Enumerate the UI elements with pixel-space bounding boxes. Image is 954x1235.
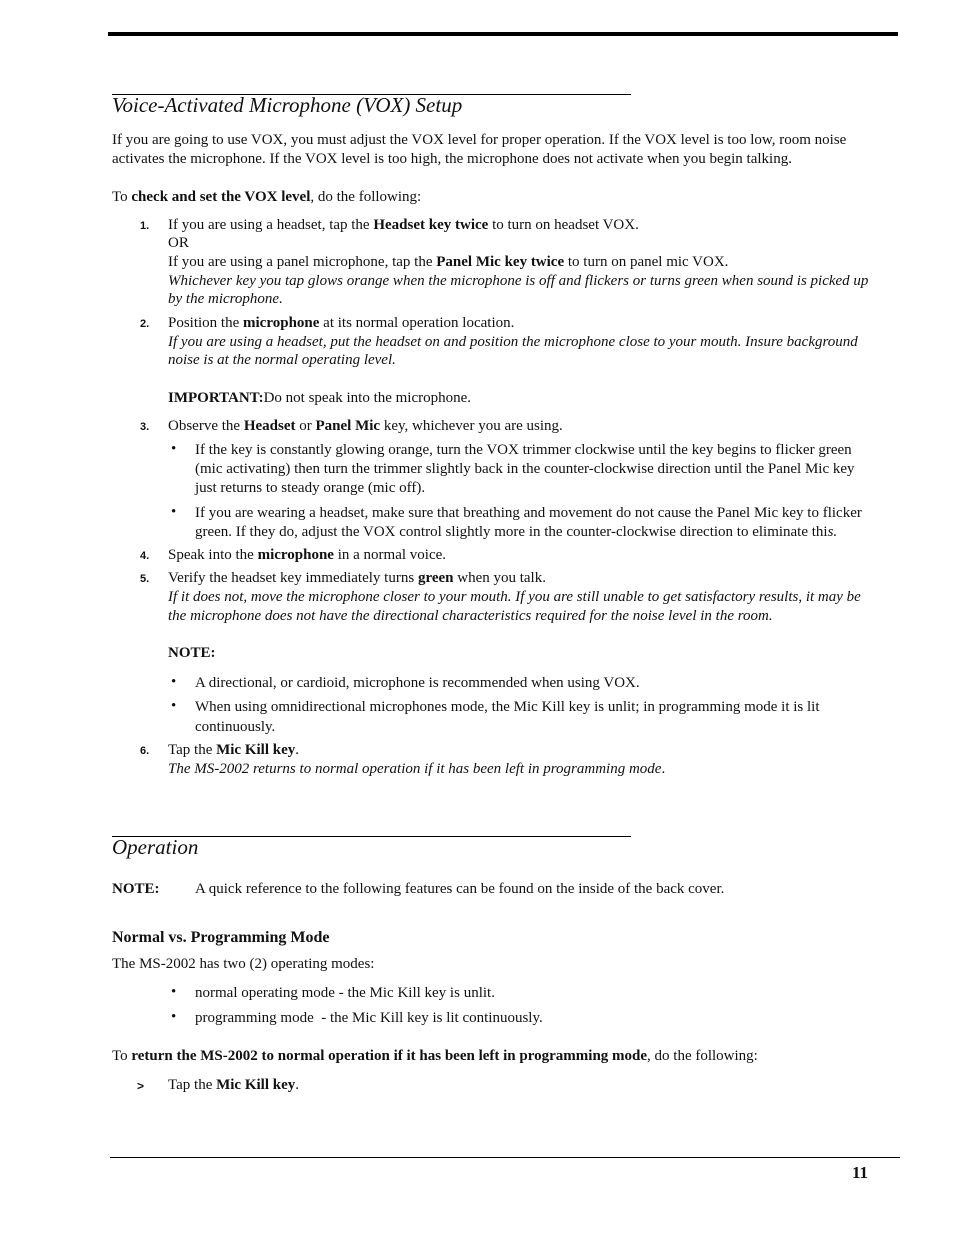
step-text xyxy=(168,253,728,272)
step-text xyxy=(168,569,546,588)
text: Speak into the xyxy=(168,547,258,563)
text: when you talk. xyxy=(453,570,546,586)
note-label xyxy=(168,644,216,663)
section-heading-operation: Operation xyxy=(112,835,199,859)
modes-intro: The MS-2002 has two (2) operating modes: xyxy=(112,956,375,972)
bullet-text: programming mode - the Mic Kill key is lit continuously. xyxy=(195,1010,543,1026)
bullet-icon: • xyxy=(171,698,177,714)
step-note xyxy=(168,760,665,779)
bullet-text: If you are wearing a headset, make sure that breathing and movement do not cause the Panel Mic key to flicker xyxy=(195,505,862,521)
step-text xyxy=(168,216,639,235)
text: Do not speak into the microphone. xyxy=(263,390,472,406)
text: If you are using a headset, tap the xyxy=(168,217,374,233)
text: Observe the xyxy=(168,418,244,434)
bullet-text: If the key is constantly glowing orange, turn the VOX trimmer clockwise until the key begins to flicker green xyxy=(195,442,852,458)
text: at its normal operation location. xyxy=(319,315,515,331)
bold-text: Mic Kill key xyxy=(216,742,296,758)
step-number: 5. xyxy=(140,573,150,585)
bullet-icon: • xyxy=(171,1009,177,1025)
text: . xyxy=(295,1077,300,1093)
text: To xyxy=(112,189,132,205)
italic-text: s. xyxy=(827,524,838,540)
procedure-intro xyxy=(112,1047,758,1066)
step-number: 4. xyxy=(140,550,150,562)
bullet-text xyxy=(195,523,837,542)
top-rule xyxy=(108,32,898,36)
step-number: 1. xyxy=(140,220,150,232)
bold-text: Panel Mic xyxy=(315,418,381,434)
step-note: If you are using a headset, put the headset on and position the microphone close to your mouth. Insure background xyxy=(168,334,858,350)
bold-text: Mic Kill key xyxy=(216,1077,296,1093)
step-note: Whichever key you tap glows orange when the microphone is off and flickers or turns green when sound is picked up xyxy=(168,273,869,289)
important-label: IMPORTANT: xyxy=(168,390,264,406)
bullet-text: just returns to steady orange (mic off). xyxy=(195,480,426,496)
bullet-icon: • xyxy=(171,504,177,520)
bullet-text: When using omnidirectional microphones mode, the Mic Kill key is unlit; in programming mode it is lit xyxy=(195,699,820,715)
step-number: 3. xyxy=(140,421,150,433)
important-note xyxy=(168,389,471,408)
bullet-icon: • xyxy=(171,674,177,690)
step-number: 6. xyxy=(140,745,150,757)
step-marker: > xyxy=(137,1079,145,1093)
intro-line: activates the microphone. If the VOX level is too high, the microphone does not activate when you begin talking. xyxy=(112,151,792,167)
text: Verify the headset key immediately turns xyxy=(168,570,418,586)
step-note: If it does not, move the microphone closer to your mouth. If you are still unable to get satisfactory results, it may be xyxy=(168,589,861,605)
text: to turn on panel mic VOX. xyxy=(564,254,729,270)
intro-line: If you are going to use VOX, you must adjust the VOX level for proper operation. If the VOX level is too low, room noise xyxy=(112,132,847,148)
text: Tap the xyxy=(168,1077,217,1093)
text: green. If they do, adjust the VOX control slightly more in the counter-clockwise direction to eliminate thi xyxy=(195,524,828,540)
bold-text: green xyxy=(417,570,454,586)
step-text xyxy=(168,1076,299,1095)
text: in a normal voice. xyxy=(333,547,447,563)
step-number: 2. xyxy=(140,318,150,330)
step-text xyxy=(168,546,446,565)
text: If you are using a panel microphone, tap the xyxy=(168,254,437,270)
bullet-icon: • xyxy=(171,984,177,1000)
step-text xyxy=(168,741,299,760)
bold-text: Panel Mic key twice xyxy=(436,254,565,270)
bullet-text: continuously. xyxy=(195,719,276,735)
bullet-text: A directional, or cardioid, microphone is recommended when using VOX. xyxy=(195,675,640,691)
subheading: Normal vs. Programming Mode xyxy=(112,929,330,946)
italic-text: The MS-2002 returns to normal operation if it has been left in programming mode xyxy=(168,761,662,777)
bold-text: NOTE: xyxy=(168,645,216,661)
bold-text: return the MS-2002 to normal operation if it has been left in programming mode xyxy=(131,1048,648,1064)
text: Position the xyxy=(168,315,244,331)
bullet-text: normal operating mode - the Mic Kill key is unlit. xyxy=(195,985,495,1001)
procedure-intro xyxy=(112,188,421,207)
bold-text: NOTE: xyxy=(112,881,160,897)
text: . xyxy=(295,742,300,758)
text: Tap the xyxy=(168,742,217,758)
note-label xyxy=(112,880,160,899)
text: . xyxy=(661,761,666,777)
bold-text: microphone xyxy=(243,315,320,331)
text: key, whichever you are using. xyxy=(380,418,563,434)
text: , do the following: xyxy=(647,1048,758,1064)
note-text: A quick reference to the following features can be found on the inside of the back cover. xyxy=(195,881,725,897)
bold-text: Headset xyxy=(243,418,296,434)
bullet-text: (mic activating) then turn the trimmer slightly back in the counter-clockwise direction until the Panel Mic key xyxy=(195,461,855,477)
bold-text: Headset key twice xyxy=(373,217,489,233)
text: , do the following: xyxy=(310,189,422,205)
page-number: 11 xyxy=(852,1163,869,1182)
bold-text: microphone xyxy=(257,547,334,563)
step-note: by the microphone. xyxy=(168,291,283,307)
text: or xyxy=(295,418,316,434)
step-note: the microphone does not have the directional characteristics required for the noise level in the room. xyxy=(168,608,773,624)
step-text xyxy=(168,417,563,436)
bullet-icon: • xyxy=(171,441,177,457)
step-note: noise is at the normal operating level. xyxy=(168,352,396,368)
step-text xyxy=(168,314,514,333)
footer-rule xyxy=(110,1157,900,1158)
section-heading-vox: Voice-Activated Microphone (VOX) Setup xyxy=(112,93,463,117)
text: to turn on headset VOX. xyxy=(488,217,639,233)
text: To xyxy=(112,1048,132,1064)
bold-text: check and set the VOX level xyxy=(131,189,311,205)
step-or: OR xyxy=(168,235,189,251)
